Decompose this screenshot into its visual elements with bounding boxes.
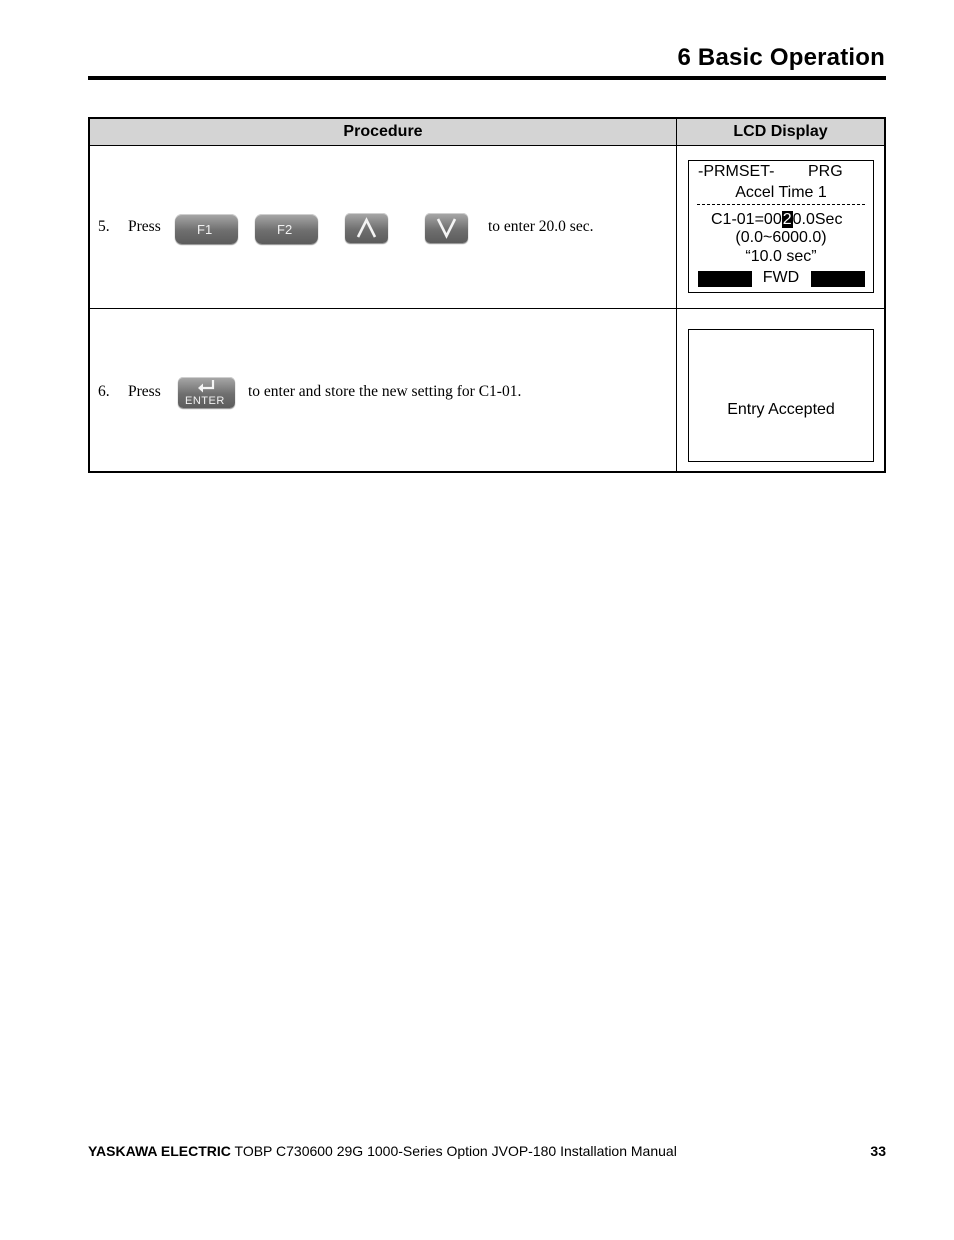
enter-key-label: ENTER — [185, 395, 225, 407]
lcd-softkey-bar-right — [811, 271, 865, 287]
step-instruction: to enter and store the new setting for C1-01. — [248, 383, 522, 400]
lcd-parameter-value — [711, 211, 842, 229]
lcd-mode-label: -PRMSET- — [698, 163, 775, 180]
lcd-message: Entry Accepted — [727, 401, 835, 418]
f1-key[interactable] — [175, 214, 238, 244]
up-arrow-key[interactable] — [345, 213, 388, 243]
step-press-text: Press — [128, 218, 161, 235]
lcd-prg-indicator: PRG — [808, 163, 843, 180]
page-footer — [88, 1143, 886, 1159]
step-number: 6. — [98, 383, 110, 400]
lcd-value-suffix: 0.0Sec — [792, 211, 843, 228]
footer-brand: YASKAWA ELECTRIC — [88, 1143, 231, 1159]
lcd-range: (0.0~6000.0) — [735, 229, 827, 246]
up-arrow-icon — [356, 217, 377, 239]
enter-key[interactable] — [178, 377, 235, 408]
column-header-lcd-display: LCD Display — [677, 119, 884, 146]
f2-key-label: F2 — [277, 222, 293, 237]
lcd-display-step-5 — [688, 160, 874, 293]
down-arrow-key[interactable] — [425, 213, 468, 243]
f1-key-label: F1 — [197, 222, 213, 237]
column-header-procedure: Procedure — [90, 119, 677, 146]
lcd-value-cursor: 2 — [782, 211, 792, 228]
page-title: 6 Basic Operation — [677, 44, 885, 71]
row-divider — [90, 308, 884, 309]
lcd-fwd-indicator: FWD — [762, 269, 800, 286]
page-number: 33 — [870, 1143, 886, 1159]
lcd-display-step-6 — [688, 329, 874, 462]
step-press-text: Press — [128, 383, 161, 400]
lcd-default-value: “10.0 sec” — [745, 248, 817, 265]
step-number: 5. — [98, 218, 110, 235]
down-arrow-icon — [436, 217, 457, 239]
lcd-value-prefix: C1-01=00 — [711, 211, 782, 228]
header-rule — [88, 76, 886, 80]
procedure-table — [88, 117, 886, 473]
step-instruction: to enter 20.0 sec. — [488, 218, 594, 235]
f2-key[interactable] — [255, 214, 318, 244]
lcd-separator — [697, 204, 865, 205]
enter-arrow-icon — [196, 379, 218, 395]
footer-document-title: TOBP C730600 29G 1000-Series Option JVOP-180 Installation Manual — [234, 1143, 677, 1159]
lcd-parameter-name: Accel Time 1 — [735, 184, 827, 201]
